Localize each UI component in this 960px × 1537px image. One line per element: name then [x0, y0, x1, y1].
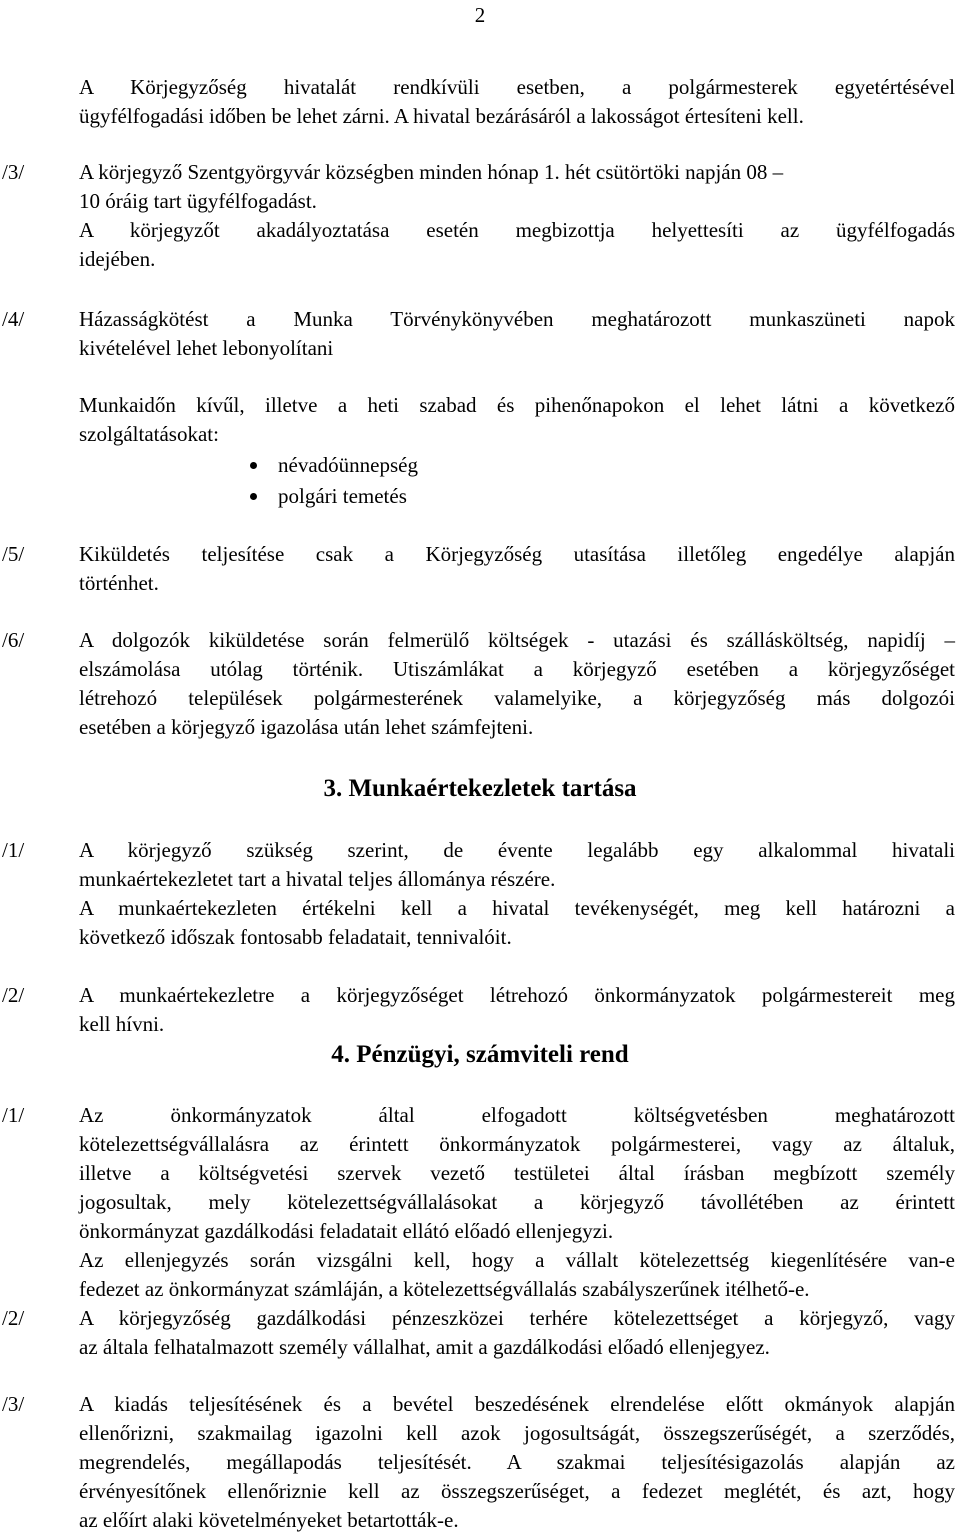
text-line: érvényesítőnek ellenőriznie kell az összegszerűséget, a fedezet meglétét, és azt, hogy — [79, 1479, 955, 1503]
text-line: A körjegyzőség gazdálkodási pénzeszközei terhére kötelezettséget a körjegyző, vagy — [79, 1306, 955, 1330]
text-line: létrehozó települések polgármesterének valamelyike, a körjegyzőség más dolgozói — [79, 686, 955, 710]
item-number: /2/ — [2, 1306, 25, 1330]
item-number: /2/ — [2, 983, 25, 1007]
text-line: idejében. — [79, 247, 156, 271]
text-line: az általa felhatalmazott személy vállalhat, amit a gazdálkodási előadó ellenjegyez. — [79, 1335, 770, 1359]
list-item-label: polgári temetés — [278, 484, 407, 508]
text-line: jogosultak, mely kötelezettségvállalásokat a körjegyző távollétében az érintett — [79, 1190, 955, 1214]
item-number: /1/ — [2, 838, 25, 862]
item-number: /4/ — [2, 307, 25, 331]
text-line: elszámolása utólag történik. Utiszámlákat a körjegyző esetében a körjegyzőséget — [79, 657, 955, 681]
text-line: A kiadás teljesítésének és a bevétel beszedésének elrendelése előtt okmányok alapján — [79, 1392, 955, 1416]
text-line: Az önkormányzatok által elfogadott költségvetésben meghatározott — [79, 1103, 955, 1127]
text-line: A munkaértekezleten értékelni kell a hivatal tevékenységét, meg kell határozni a — [79, 896, 955, 920]
text-line: szolgáltatásokat: — [79, 422, 219, 446]
text-line: Kiküldetés teljesítése csak a Körjegyzőség utasítása illetőleg engedélye alapján — [79, 542, 955, 566]
bullet-icon — [250, 493, 257, 500]
text-line: munkaértekezletet tart a hivatal teljes állománya részére. — [79, 867, 556, 891]
text-line: A körjegyzőt akadályoztatása esetén megbizottja helyettesíti az ügyfélfogadás — [79, 218, 955, 242]
text-line: A körjegyző szükség szerint, de évente legalább egy alkalommal hivatali — [79, 838, 955, 862]
text-line: illetve a költségvetési szervek vezető testületei által írásban megbízott személy — [79, 1161, 955, 1185]
text-line: esetében a körjegyző igazolása után lehet számfejteni. — [79, 715, 534, 739]
text-line: az előírt alaki követelményeket betartották-e. — [79, 1508, 459, 1532]
text-line: kell hívni. — [79, 1012, 165, 1036]
item-number: /5/ — [2, 542, 25, 566]
item-number: /3/ — [2, 160, 25, 184]
page-number: 2 — [474, 3, 486, 27]
bullet-icon — [250, 462, 257, 469]
text-line: Házasságkötést a Munka Törvénykönyvében meghatározott munkaszüneti napok — [79, 307, 955, 331]
text-line: Az ellenjegyzés során vizsgálni kell, hogy a vállalt kötelezettség kiegenlítésére van-e — [79, 1248, 955, 1272]
list-item — [278, 450, 418, 481]
text-line: fedezet az önkormányzat számláján, a kötelezettségvállalás szabályszerűnek itélhető-e. — [79, 1277, 810, 1301]
text-line: kötelezettségvállalásra az érintett önkormányzatok polgármesterei, vagy az általuk, — [79, 1132, 955, 1156]
item-number: /3/ — [2, 1392, 25, 1416]
text-line: A Körjegyzőség hivatalát rendkívüli esetben, a polgármesterek egyetértésével — [79, 75, 955, 99]
text-line: kivételével lehet lebonyolítani — [79, 336, 334, 360]
text-line: megrendelés, megállapodás teljesítését. A szakmai teljesítésigazolás alapján az — [79, 1450, 955, 1474]
text-line: történhet. — [79, 571, 159, 595]
text-line: ügyfélfogadási időben be lehet zárni. A hivatal bezárásáról a lakosságot értesíteni kell. — [79, 104, 804, 128]
text-line: önkormányzat gazdálkodási feladatait ellátó előadó ellenjegyzi. — [79, 1219, 614, 1243]
text-line: A dolgozók kiküldetése során felmerülő költségek - utazási és szállásköltség, napidíj – — [79, 628, 955, 652]
list-item — [278, 481, 418, 512]
section-heading-4: 4. Pénzügyi, számviteli rend — [331, 1041, 629, 1068]
text-line: A körjegyző Szentgyörgyvár községben minden hónap 1. hét csütörtöki napján 08 – — [79, 160, 784, 184]
text-line: A munkaértekezletre a körjegyzőséget létrehozó önkormányzatok polgármestereit meg — [79, 983, 955, 1007]
section-heading-3: 3. Munkaértekezletek tartása — [323, 775, 637, 802]
list-item-label: névadóünnepség — [278, 453, 418, 477]
text-line: Munkaidőn kívűl, illetve a heti szabad és pihenőnapokon el lehet látni a következő — [79, 393, 955, 417]
item-number: /6/ — [2, 628, 25, 652]
text-line: következő időszak fontosabb feladatait, tennivalóit. — [79, 925, 512, 949]
item-number: /1/ — [2, 1103, 25, 1127]
text-line: ellenőrizni, szakmailag igazolni kell azok jogosultságát, összegszerűségét, a szerződés, — [79, 1421, 955, 1445]
text-line: 10 óráig tart ügyfélfogadást. — [79, 189, 317, 213]
services-list — [278, 450, 418, 512]
